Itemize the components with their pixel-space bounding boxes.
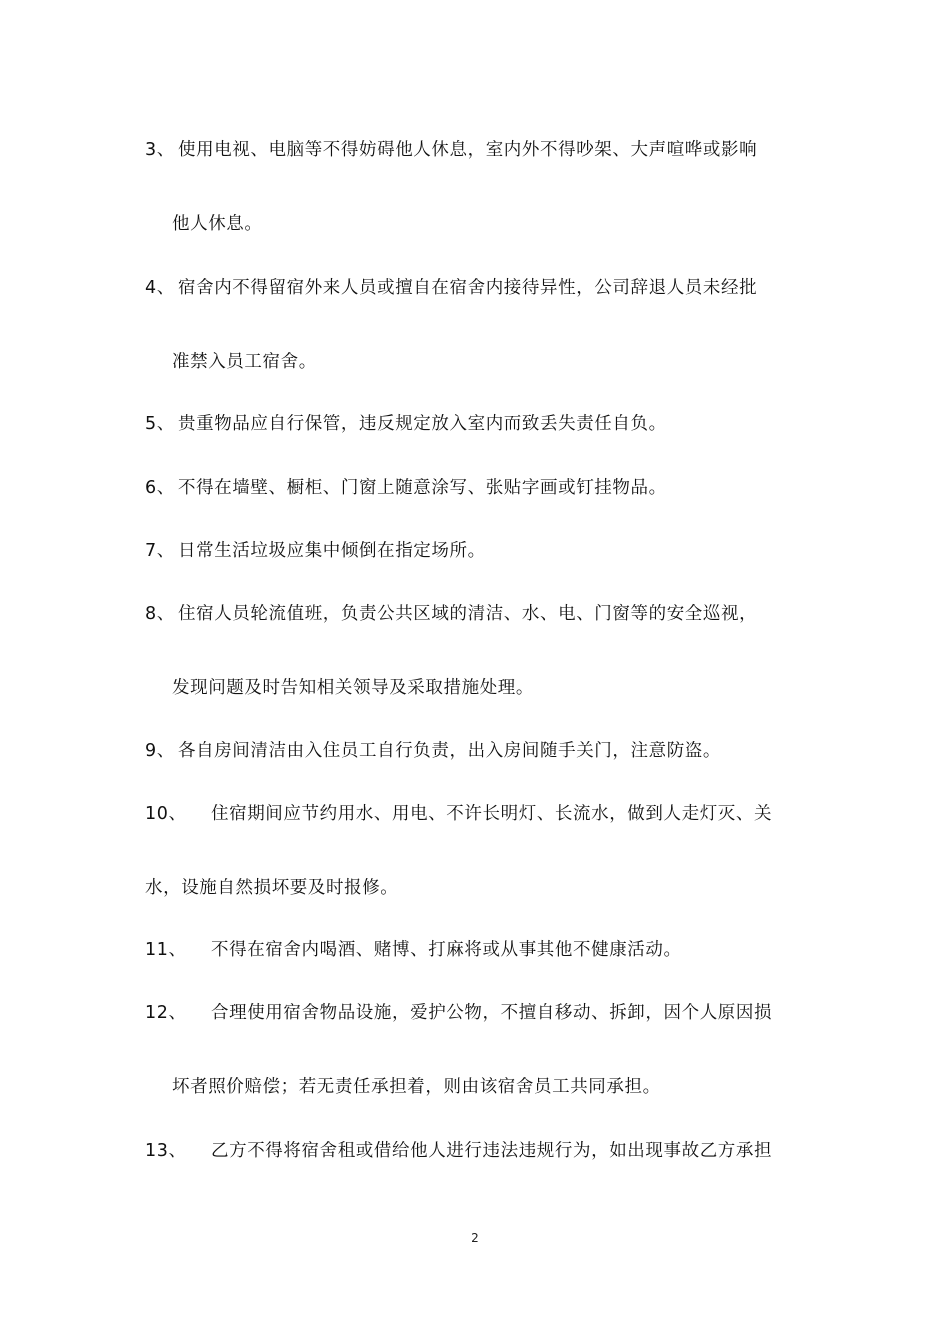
item-text: 宿舍内不得留宿外来人员或擅自在宿舍内接待异性，公司辞退人员未经批 [178, 278, 758, 298]
item-text: 各自房间清洁由入住员工自行负责，出入房间随手关门，注意防盗。 [178, 741, 721, 761]
item-number: 5、 [145, 414, 175, 434]
item-text-continuation: 发现问题及时告知相关领导及采取措施处理。 [172, 678, 534, 698]
item-number: 13、 [145, 1141, 187, 1161]
item-number: 6、 [145, 478, 175, 498]
item-text: 不得在墙壁、橱柜、门窗上随意涂写、张贴字画或钉挂物品。 [178, 478, 667, 498]
item-text-continuation: 坏者照价赔偿；若无责任承担着，则由该宿舍员工共同承担。 [172, 1077, 661, 1097]
item-number: 4、 [145, 278, 175, 298]
item-text-continuation: 水，设施自然损坏要及时报修。 [145, 878, 399, 898]
item-text-continuation: 准禁入员工宿舍。 [172, 352, 317, 372]
item-number: 12、 [145, 1003, 187, 1023]
item-text: 合理使用宿舍物品设施，爱护公物，不擅自移动、拆卸，因个人原因损 [211, 1003, 773, 1023]
item-number: 8、 [145, 604, 175, 624]
item-number: 10、 [145, 804, 187, 824]
item-text-continuation: 他人休息。 [172, 214, 263, 234]
item-text: 贵重物品应自行保管，违反规定放入室内而致丢失责任自负。 [178, 414, 667, 434]
item-number: 7、 [145, 541, 175, 561]
item-text: 日常生活垃圾应集中倾倒在指定场所。 [178, 541, 486, 561]
item-text: 不得在宿舍内喝酒、赌博、打麻将或从事其他不健康活动。 [211, 940, 682, 960]
item-number: 9、 [145, 741, 175, 761]
item-text: 使用电视、电脑等不得妨碍他人休息，室内外不得吵架、大声喧哗或影响 [178, 140, 758, 160]
item-number: 11、 [145, 940, 187, 960]
page-number: 2 [471, 1231, 479, 1245]
item-text: 乙方不得将宿舍租或借给他人进行违法违规行为，如出现事故乙方承担 [211, 1141, 773, 1161]
item-text: 住宿人员轮流值班，负责公共区域的清洁、水、电、门窗等的安全巡视， [178, 604, 758, 624]
item-number: 3、 [145, 140, 175, 160]
item-text: 住宿期间应节约用水、用电、不许长明灯、长流水，做到人走灯灭、关 [211, 804, 773, 824]
